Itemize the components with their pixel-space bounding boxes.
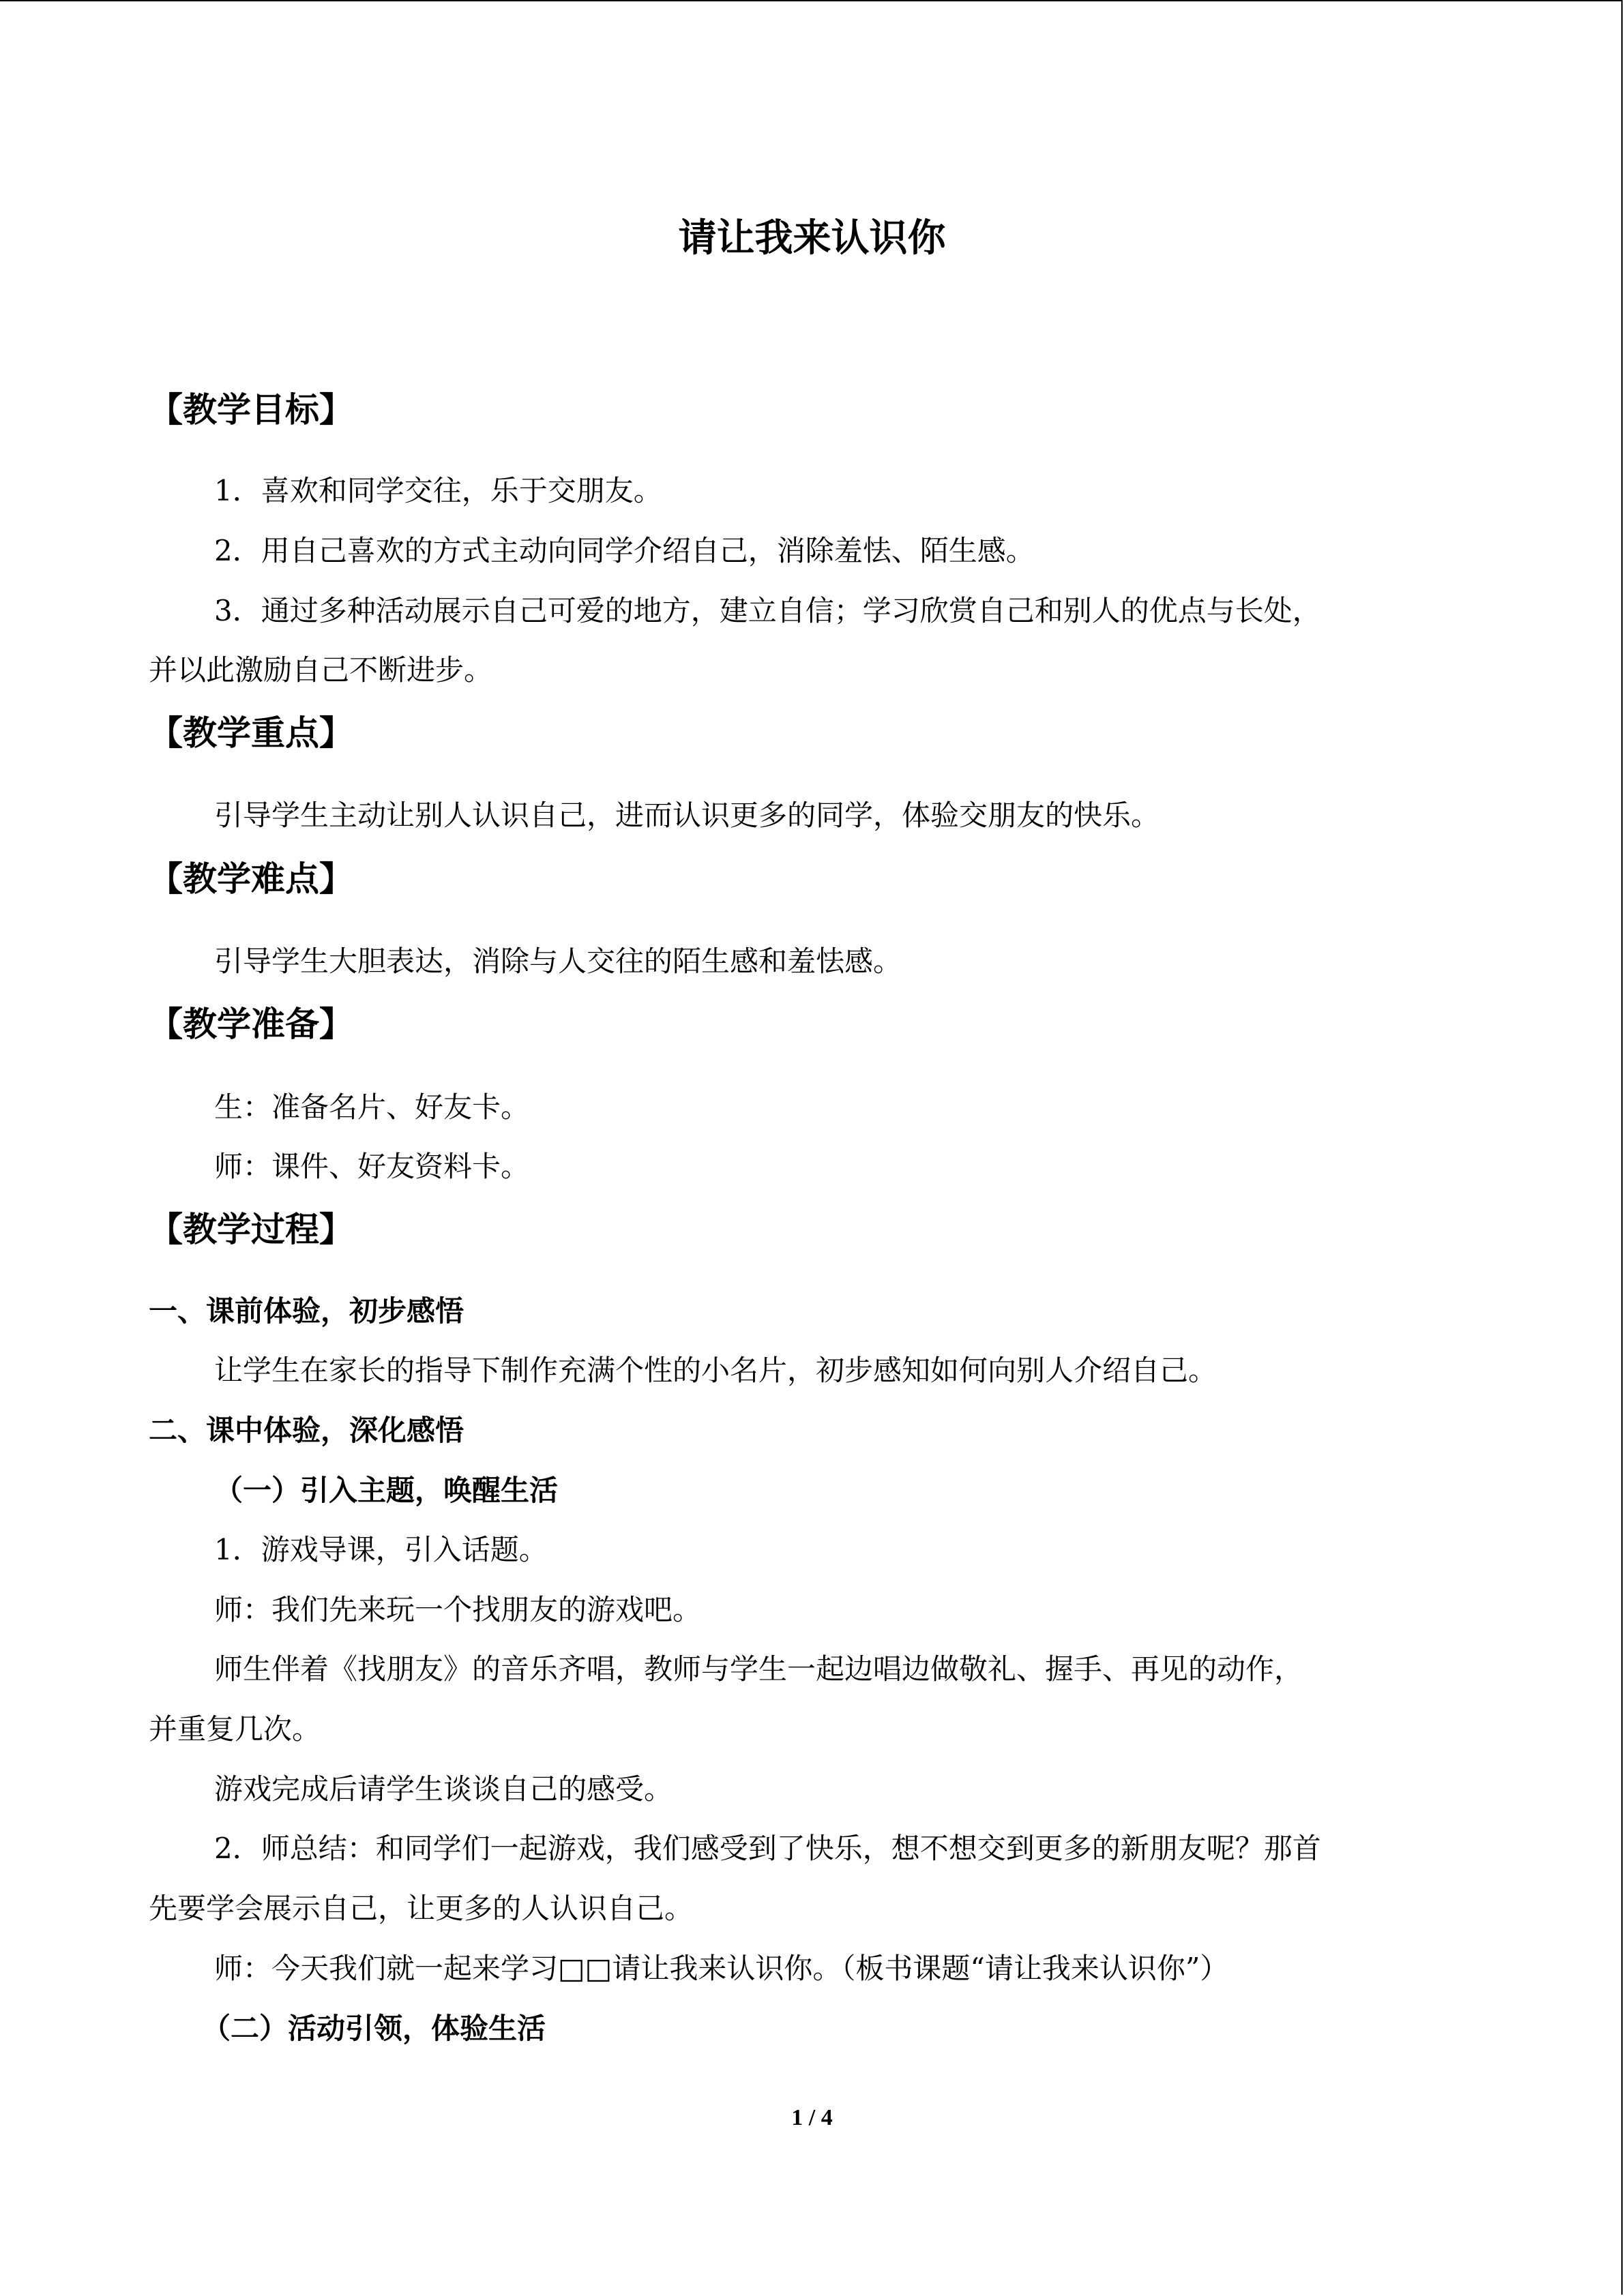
section-heading-process: 【教学过程】 (149, 1210, 353, 1249)
process-sub1-line: 先要学会展示自己，让更多的人认识自己。 (149, 1892, 694, 1925)
section-heading-preparation: 【教学准备】 (149, 1004, 353, 1044)
goal-item-3-continued: 并以此激励自己不断进步。 (149, 653, 493, 687)
page-number: 1 / 4 (791, 2105, 833, 2130)
preparation-item-students: 生：准备名片、好友卡。 (214, 1090, 530, 1124)
process-sub1-line: 师生伴着《找朋友》的音乐齐唱，教师与学生一起边唱边做敬礼、握手、再见的动作， (214, 1652, 1303, 1686)
process-sub1-line: 2．师总结：和同学们一起游戏，我们感受到了快乐，想不想交到更多的新朋友呢？那首 (214, 1832, 1321, 1865)
process-part1-heading: 一、课前体验，初步感悟 (149, 1294, 464, 1328)
process-sub1-line: 游戏完成后请学生谈谈自己的感受。 (214, 1772, 673, 1806)
process-sub1-line: 并重复几次。 (149, 1712, 321, 1746)
process-part2-heading: 二、课中体验，深化感悟 (149, 1414, 464, 1447)
page-title: 请让我来认识你 (678, 216, 946, 260)
process-sub1-heading: （一）引入主题，唤醒生活 (214, 1474, 559, 1507)
process-sub1-line: 1．游戏导课，引入话题。 (214, 1533, 548, 1566)
process-part1-text: 让学生在家长的指导下制作充满个性的小名片，初步感知如何向别人介绍自己。 (214, 1354, 1217, 1387)
section-heading-key-points: 【教学重点】 (149, 713, 353, 753)
preparation-item-teacher: 师：课件、好友资料卡。 (214, 1150, 530, 1183)
section-heading-goals: 【教学目标】 (149, 390, 353, 430)
process-sub1-line: 师：今天我们就一起来学习□□请让我来认识你。（板书课题“请让我来认识你”） (214, 1952, 1229, 1985)
key-points-text: 引导学生主动让别人认识自己，进而认识更多的同学，体验交朋友的快乐。 (214, 799, 1160, 832)
process-sub1-line: 师：我们先来玩一个找朋友的游戏吧。 (214, 1593, 702, 1626)
difficulties-text: 引导学生大胆表达，消除与人交往的陌生感和羞怯感。 (214, 944, 902, 978)
section-heading-difficulties: 【教学难点】 (149, 859, 353, 899)
goal-item-1: 1．喜欢和同学交往，乐于交朋友。 (214, 474, 662, 507)
goal-item-3: 3．通过多种活动展示自己可爱的地方，建立自信；学习欣赏自己和别人的优点与长处， (214, 594, 1321, 627)
goal-item-2: 2．用自己喜欢的方式主动向同学介绍自己，消除羞怯、陌生感。 (214, 534, 1035, 567)
process-sub2-heading: （二）活动引领，体验生活 (202, 2012, 546, 2045)
